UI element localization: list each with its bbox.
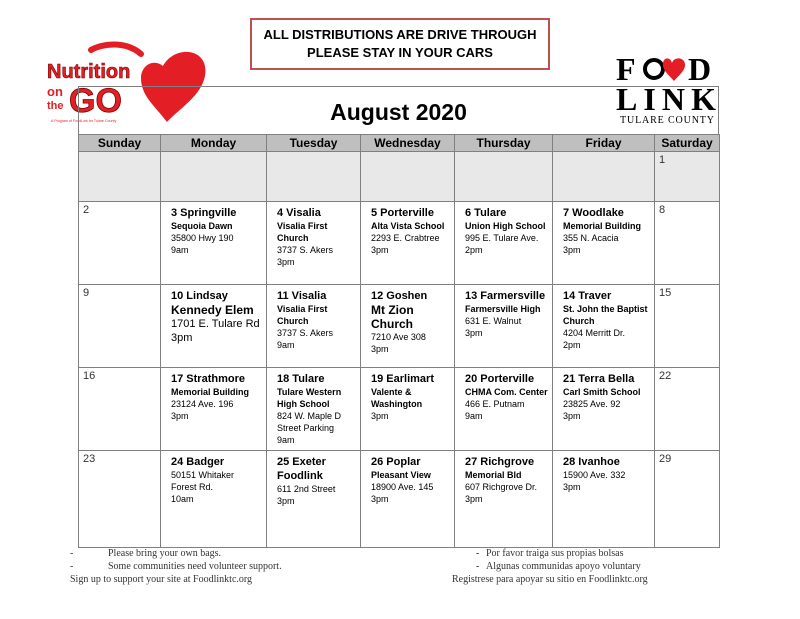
date-number: 1 — [659, 154, 666, 166]
distribution-time: 10am — [171, 494, 194, 504]
date-number: 23 — [83, 453, 96, 465]
day-cell — [455, 368, 553, 451]
distribution-location: 28 Ivanhoe — [563, 456, 620, 468]
distribution-address: 35800 Hwy 190 — [171, 233, 234, 243]
distribution-time: 3pm — [371, 494, 389, 504]
distribution-time: 3pm — [371, 411, 389, 421]
distribution-address: 7210 Ave 308 — [371, 332, 426, 342]
distribution-site: Pleasant View — [371, 470, 431, 480]
day-cell — [455, 152, 553, 202]
distribution-address: 15900 Ave. 332 — [563, 470, 626, 480]
logo-nutrition-text: Nutrition — [47, 61, 131, 83]
logo-food-d: D — [688, 51, 712, 87]
logo-link-text: LINK — [616, 81, 716, 117]
distribution-time: 3pm — [171, 411, 189, 421]
distribution-time: 3pm — [563, 245, 581, 255]
distribution-address: 18900 Ave. 145 — [371, 482, 434, 492]
date-number: 29 — [659, 453, 672, 465]
day-cell-saturday — [655, 285, 720, 368]
distribution-address: 995 E. Tulare Ave. — [465, 233, 539, 243]
calendar-title-box — [78, 86, 719, 138]
day-cell-saturday — [655, 368, 720, 451]
distribution-location: 11 Visalia — [277, 290, 327, 302]
day-cell — [267, 451, 361, 548]
distribution-time: 9am — [465, 411, 483, 421]
distribution-location: 19 Earlimart — [371, 373, 434, 385]
day-cell — [267, 152, 361, 202]
distribution-site: Visalia First Church — [277, 304, 328, 326]
day-cell — [361, 285, 455, 368]
distribution-time: 3pm — [465, 328, 483, 338]
distribution-time: 9am — [277, 340, 295, 350]
day-cell-sunday — [79, 202, 161, 285]
logo-food-o-ring — [645, 60, 663, 78]
distribution-address: 631 E. Walnut — [465, 316, 522, 326]
distribution-site: Carl Smith School — [563, 387, 641, 397]
calendar-week-row — [79, 152, 720, 202]
distribution-site: Visalia First Church — [277, 221, 328, 243]
day-cell-sunday — [79, 285, 161, 368]
distribution-time: 2pm — [563, 340, 581, 350]
calendar-week-row — [79, 451, 720, 548]
day-cell — [455, 285, 553, 368]
distribution-location: 18 Tulare — [277, 373, 325, 385]
distribution-time: 3pm — [277, 257, 295, 267]
distribution-address: 824 W. Maple D Street Parking — [277, 411, 342, 433]
day-cell-sunday — [79, 368, 161, 451]
distribution-site: CHMA Com. Center — [465, 387, 548, 397]
footer-en-line-2: Some communities need volunteer support. — [108, 561, 282, 572]
calendar-title: August 2020 — [330, 99, 467, 125]
date-number: 15 — [659, 287, 672, 299]
distribution-location: 24 Badger — [171, 456, 225, 468]
calendar-week-row — [79, 368, 720, 451]
distribution-location: 4 Visalia — [277, 207, 321, 219]
day-cell — [267, 368, 361, 451]
day-cell — [455, 202, 553, 285]
notice-line-2: PLEASE STAY IN YOUR CARS — [307, 45, 493, 60]
distribution-site: St. John the Baptist Church — [563, 304, 648, 326]
distribution-location: 13 Farmersville — [465, 290, 546, 302]
footer-es-line-2: Algunas communidas apoyo voluntary — [486, 561, 641, 572]
weekday-friday: Friday — [553, 135, 655, 152]
calendar-grid — [78, 134, 720, 548]
date-number: 22 — [659, 370, 672, 382]
footer-es-bullet-1: - — [476, 548, 480, 559]
distribution-site: Valente & Washington — [371, 387, 423, 409]
distribution-location: 6 Tulare — [465, 207, 507, 219]
distribution-location: 20 Porterville — [465, 373, 535, 385]
day-cell-saturday — [655, 202, 720, 285]
distribution-time: 3pm — [371, 245, 389, 255]
distribution-location: 12 Goshen — [371, 290, 428, 302]
heart-icon — [663, 58, 685, 81]
distribution-address: 50151 Whitaker Forest Rd. — [171, 470, 235, 492]
weekday-header-row — [79, 135, 720, 152]
footer-en-line-3: Sign up to support your site at Foodlinktc.org — [70, 574, 253, 585]
day-cell — [553, 152, 655, 202]
day-cell — [361, 368, 455, 451]
day-cell — [553, 451, 655, 548]
distribution-time: 3pm — [465, 494, 483, 504]
calendar-week-row — [79, 285, 720, 368]
date-number: 2 — [83, 204, 90, 216]
distribution-address: 3737 S. Akers — [277, 328, 334, 338]
distribution-site: Tulare Western High School — [277, 387, 342, 409]
logo-on-text: on — [47, 84, 63, 99]
day-cell — [161, 202, 267, 285]
logo-the-text: the — [47, 100, 64, 112]
footer-en-bullet-2: - — [70, 561, 74, 572]
footer-en-bullet-1: - — [70, 548, 74, 559]
distribution-site: Kennedy Elem — [171, 303, 254, 317]
distribution-address: 466 E. Putnam — [465, 399, 525, 409]
day-cell — [553, 285, 655, 368]
logo-county-text: TULARE COUNTY — [620, 115, 714, 126]
logo-tagline: A Program of FoodLink for Tulare County — [51, 119, 117, 123]
distribution-time: 3pm — [563, 482, 581, 492]
day-cell — [267, 285, 361, 368]
distribution-time: 3pm — [563, 411, 581, 421]
distribution-location: 17 Strathmore — [171, 373, 245, 385]
distribution-address: 23825 Ave. 92 — [563, 399, 621, 409]
footer-es-line-3: Registrese para apoyar su sitio en Foodlinktc.org — [452, 574, 648, 585]
date-number: 8 — [659, 204, 666, 216]
date-number: 9 — [83, 287, 90, 299]
distribution-location: 21 Terra Bella — [563, 373, 635, 385]
distribution-address: 611 2nd Street — [277, 484, 336, 494]
day-cell — [361, 152, 455, 202]
calendar-week-row — [79, 202, 720, 285]
day-cell — [455, 451, 553, 548]
distribution-location: 7 Woodlake — [563, 207, 624, 219]
day-cell — [161, 368, 267, 451]
day-cell-saturday — [655, 152, 720, 202]
weekday-saturday: Saturday — [655, 135, 720, 152]
distribution-site: Mt Zion Church — [371, 303, 414, 331]
distribution-time: 3pm — [171, 332, 193, 344]
logo-go-text: GO — [69, 82, 122, 120]
distribution-site: Memorial Building — [171, 387, 250, 397]
distribution-site: Union High School — [465, 221, 546, 231]
distribution-location: 27 Richgrove — [465, 456, 535, 468]
logo-food-f: F — [616, 51, 636, 87]
drive-through-notice — [250, 18, 550, 70]
day-cell — [553, 202, 655, 285]
distribution-time: 3pm — [371, 344, 389, 354]
weekday-tuesday: Tuesday — [267, 135, 361, 152]
day-cell-sunday — [79, 152, 161, 202]
day-cell — [161, 285, 267, 368]
weekday-thursday: Thursday — [455, 135, 553, 152]
day-cell — [553, 368, 655, 451]
footer-en-line-1: Please bring your own bags. — [108, 548, 222, 559]
day-cell — [161, 152, 267, 202]
distribution-site: Memorial Building — [563, 221, 642, 231]
footer-es-line-1: Por favor traiga sus propias bolsas — [486, 548, 624, 559]
distribution-address: 3737 S. Akers — [277, 245, 334, 255]
distribution-site: Alta Vista School — [371, 221, 445, 231]
distribution-time: 2pm — [465, 245, 483, 255]
day-cell — [361, 202, 455, 285]
distribution-address: 23124 Ave. 196 — [171, 399, 234, 409]
distribution-site: Sequoia Dawn — [171, 221, 233, 231]
day-cell-saturday — [655, 451, 720, 548]
distribution-address: 1701 E. Tulare Rd — [171, 318, 260, 330]
notice-line-1: ALL DISTRIBUTIONS ARE DRIVE THROUGH — [263, 27, 537, 42]
distribution-location: 25 Exeter Foodlink — [277, 456, 326, 482]
day-cell — [161, 451, 267, 548]
distribution-address: 2293 E. Crabtree — [371, 233, 440, 243]
weekday-wednesday: Wednesday — [361, 135, 455, 152]
distribution-site: Farmersville High — [465, 304, 541, 314]
distribution-address: 607 Richgrove Dr. — [465, 482, 538, 492]
footer-es-bullet-2: - — [476, 561, 480, 572]
weekday-monday: Monday — [161, 135, 267, 152]
day-cell-sunday — [79, 451, 161, 548]
distribution-location: 5 Porterville — [371, 207, 434, 219]
day-cell — [267, 202, 361, 285]
distribution-address: 355 N. Acacia — [563, 233, 619, 243]
distribution-location: 10 Lindsay — [171, 290, 228, 302]
weekday-sunday: Sunday — [79, 135, 161, 152]
distribution-location: 3 Springville — [171, 207, 237, 219]
date-number: 16 — [83, 370, 96, 382]
distribution-site: Memorial Bld — [465, 470, 522, 480]
distribution-time: 3pm — [277, 496, 295, 506]
day-cell — [361, 451, 455, 548]
distribution-address: 4204 Merritt Dr. — [563, 328, 626, 338]
distribution-location: 14 Traver — [563, 290, 612, 302]
distribution-time: 9am — [171, 245, 189, 255]
distribution-location: 26 Poplar — [371, 456, 421, 468]
distribution-time: 9am — [277, 435, 295, 445]
